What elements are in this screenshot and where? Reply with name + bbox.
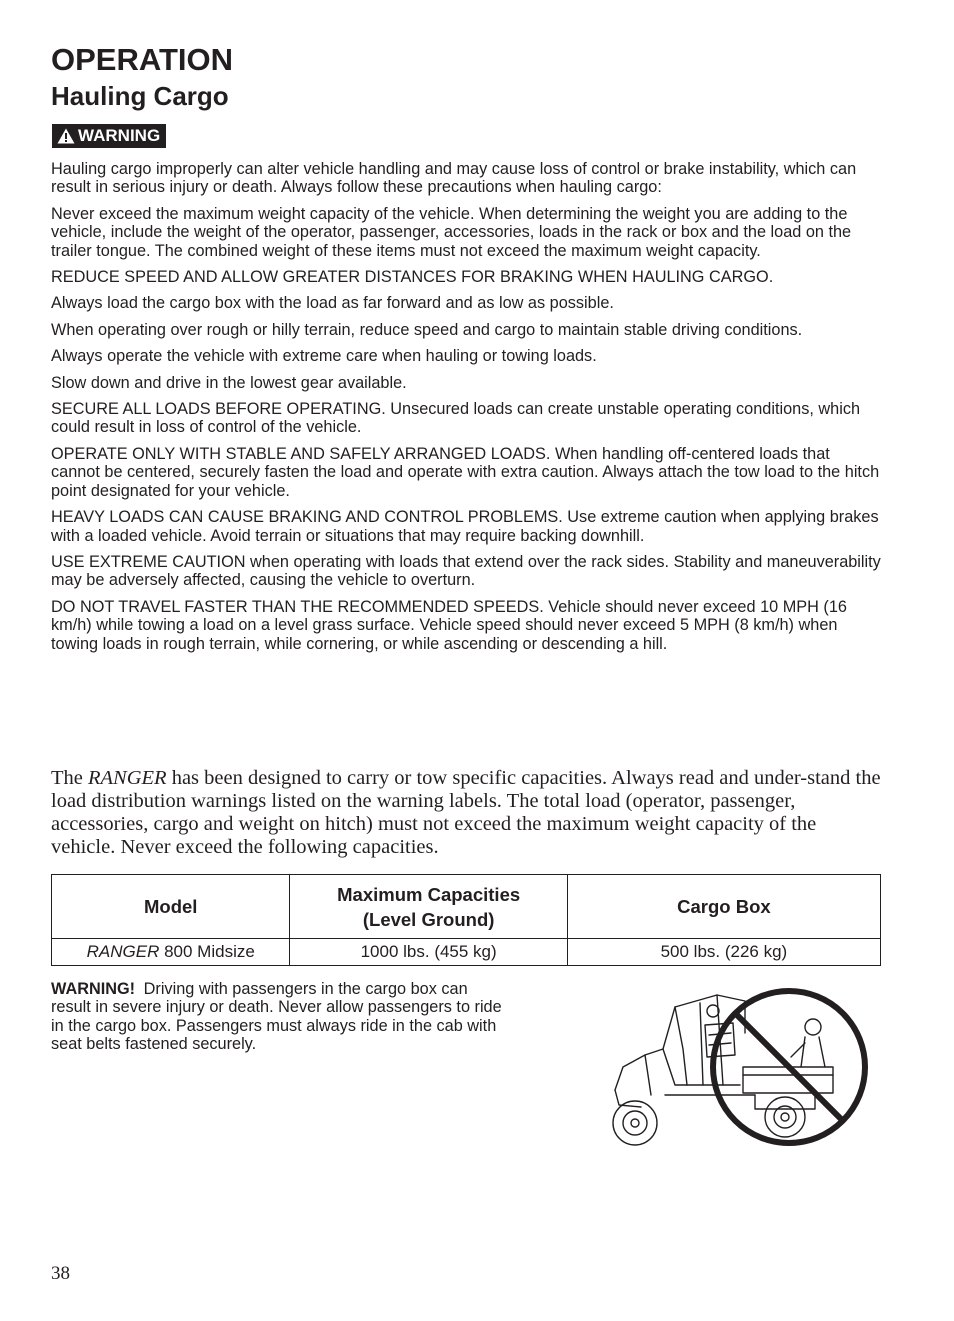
passenger-warning-text: Driving with passengers in the cargo box can result in severe injury or death. Never allow passengers to ride in the cargo box. Passengers must always ride in the cab with seat belts fastened securely. — [51, 980, 502, 1054]
page-number: 38 — [51, 1263, 70, 1284]
warning-paragraph: Always operate the vehicle with extreme care when hauling or towing loads. — [51, 347, 597, 366]
intro-brand: RANGER — [88, 767, 167, 789]
intro-after: has been designed to carry or tow specific capacities. Always read and under-stand the load distribution warnings listed on the warning labels. The total load (operator, passenger, accessories, cargo and weight on hitch) must not exceed the maximum weight capacity of the vehicle. Never exceed the following capacities. — [51, 767, 881, 858]
passenger-warning-label: WARNING! — [51, 980, 136, 998]
intro-paragraph — [51, 767, 883, 859]
header-max-line2: (Level Ground) — [362, 908, 495, 930]
warning-triangle-icon — [57, 128, 75, 144]
warning-paragraph: Always load the cargo box with the load as far forward and as low as possible. — [51, 294, 614, 313]
warning-paragraph: Never exceed the maximum weight capacity of the vehicle. When determining the weight you are adding to the vehicle, include the weight of the operator, passenger, accessories, loads in the rack or box and the load on the trailer tongue. The combined weight of these items must not exceed the maximum weight capacity. — [51, 204, 852, 260]
passenger-warning — [51, 980, 511, 1054]
section-title: OPERATION — [51, 42, 233, 77]
warning-paragraph: DO NOT TRAVEL FASTER THAN THE RECOMMENDED SPEEDS. Vehicle should never exceed 10 MPH (16 km/h) while towing a load on a level grass surface. Vehicle speed should never exceed 5 MPH (8 km/h) when towing loads in rough terrain, while cornering, or while ascending or descending a hill. — [51, 597, 847, 653]
warning-paragraph: USE EXTREME CAUTION when operating with loads that extend over the rack sides. Stability and maneuverability may be adversely affected, causing the vehicle to overturn. — [51, 552, 881, 590]
warning-text — [51, 160, 881, 661]
header-max-line1: Maximum Capacities — [337, 883, 521, 905]
no-passengers-in-cargo-box-icon — [605, 985, 875, 1150]
warning-badge — [52, 124, 166, 148]
cell-model-rest: 800 Midsize — [159, 942, 255, 961]
cell-max: 1000 lbs. (455 kg) — [290, 939, 567, 966]
warning-paragraph: When operating over rough or hilly terrain, reduce speed and cargo to maintain stable driving conditions. — [51, 320, 803, 339]
warning-paragraph: OPERATE ONLY WITH STABLE AND SAFELY ARRANGED LOADS. When handling off-centered loads that cannot be centered, securely fasten the load and operate with extra caution. Always attach the tow load to the hitch point designated for your vehicle. — [51, 444, 880, 500]
cell-cargo: 500 lbs. (226 kg) — [567, 939, 880, 966]
header-cargo-box: Cargo Box — [567, 875, 880, 939]
cell-model-brand: RANGER — [86, 942, 160, 961]
warning-paragraph: Hauling cargo improperly can alter vehicle handling and may cause loss of control or brake instability, which can result in serious injury or death. Always follow these precautions when hauling cargo: — [51, 160, 857, 197]
table-row — [52, 939, 881, 966]
warning-paragraph: REDUCE SPEED AND ALLOW GREATER DISTANCES FOR BRAKING WHEN HAULING CARGO. — [51, 268, 774, 287]
warning-badge-label: WARNING — [78, 126, 161, 145]
warning-paragraph: SECURE ALL LOADS BEFORE OPERATING. Unsecured loads can create unstable operating conditions, which could result in loss of control of the vehicle. — [51, 400, 861, 437]
capacity-table — [51, 874, 881, 966]
intro-before: The — [51, 767, 88, 789]
header-model: Model — [52, 875, 290, 939]
cell-model — [52, 939, 290, 966]
header-max-capacities — [290, 875, 567, 939]
table-header-row — [52, 875, 881, 939]
subsection-title: Hauling Cargo — [51, 81, 229, 111]
warning-paragraph: HEAVY LOADS CAN CAUSE BRAKING AND CONTROL PROBLEMS. Use extreme caution when applying brakes with a loaded vehicle. Avoid terrain or situations that may require backing downhill. — [51, 508, 879, 545]
warning-paragraph: Slow down and drive in the lowest gear available. — [51, 373, 407, 392]
